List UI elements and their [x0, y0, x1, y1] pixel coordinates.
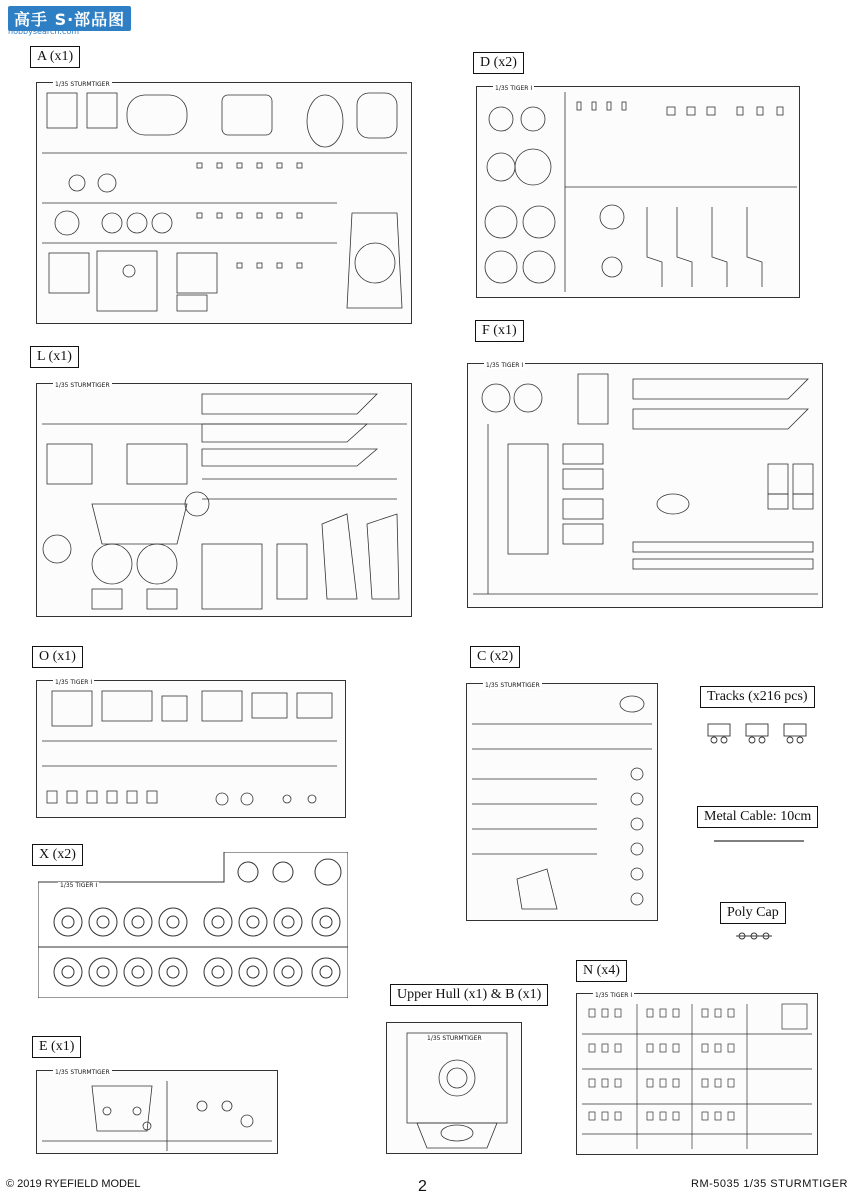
sprue-e	[36, 1070, 278, 1154]
sprue-d-drawing	[477, 87, 799, 297]
sprue-d-label: D (x2)	[473, 52, 524, 74]
sprue-c-drawing	[467, 684, 657, 920]
sprue-x-drawing	[38, 852, 348, 998]
upper-hull-label: Upper Hull (x1) & B (x1)	[390, 984, 548, 1006]
watermark-subtext: hobbysearch.com	[8, 27, 80, 36]
sprue-d-tag: 1/35 TIGER I	[495, 85, 533, 92]
sprue-e-drawing	[37, 1071, 277, 1153]
upper-hull-sprue	[386, 1022, 522, 1154]
tracks-label: Tracks (x216 pcs)	[700, 686, 815, 708]
sprue-e-label: E (x1)	[32, 1036, 81, 1058]
sprue-n-label: N (x4)	[576, 960, 627, 982]
sprue-o-label: O (x1)	[32, 646, 83, 668]
product-code: RM-5035 1/35 STURMTIGER	[691, 1178, 848, 1190]
sprue-n	[576, 993, 818, 1155]
sprue-l-drawing	[37, 384, 411, 616]
metal-cable-drawing	[714, 838, 804, 844]
upper-hull-drawing	[387, 1023, 521, 1153]
sprue-x-tag: 1/35 TIGER I	[60, 882, 98, 889]
watermark-text: 高手 S·部品图	[8, 6, 131, 31]
sprue-e-tag: 1/35 STURMTIGER	[55, 1069, 110, 1076]
sprue-f-tag: 1/35 TIGER I	[486, 362, 524, 369]
sprue-o-tag: 1/35 TIGER I	[55, 679, 93, 686]
sprue-a	[36, 82, 412, 324]
sprue-x-label: X (x2)	[32, 844, 83, 866]
sprue-a-drawing	[37, 83, 411, 323]
sprue-n-drawing	[577, 994, 817, 1154]
sprue-o-drawing	[37, 681, 345, 817]
track-links-drawing	[706, 720, 810, 748]
polycap-drawing	[734, 930, 774, 942]
sprue-o	[36, 680, 346, 818]
sprue-n-tag: 1/35 TIGER I	[595, 992, 633, 999]
sprue-x	[38, 852, 348, 998]
sprue-l-tag: 1/35 STURMTIGER	[55, 382, 110, 389]
sprue-a-tag: 1/35 STURMTIGER	[55, 81, 110, 88]
metal-cable-label: Metal Cable: 10cm	[697, 806, 818, 828]
watermark-logo	[0, 0, 160, 38]
upper-hull-tag: 1/35 STURMTIGER	[427, 1035, 482, 1042]
sprue-c-tag: 1/35 STURMTIGER	[485, 682, 540, 689]
sprue-f-drawing	[468, 364, 822, 607]
sprue-c-label: C (x2)	[470, 646, 520, 668]
sprue-d	[476, 86, 800, 298]
polycap-label: Poly Cap	[720, 902, 786, 924]
sprue-f	[467, 363, 823, 608]
sprue-a-label: A (x1)	[30, 46, 80, 68]
sprue-l-label: L (x1)	[30, 346, 79, 368]
copyright-text: © 2019 RYEFIELD MODEL	[6, 1178, 141, 1190]
sprue-l	[36, 383, 412, 617]
sprue-c	[466, 683, 658, 921]
page-number: 2	[418, 1178, 427, 1195]
sprue-f-label: F (x1)	[475, 320, 524, 342]
